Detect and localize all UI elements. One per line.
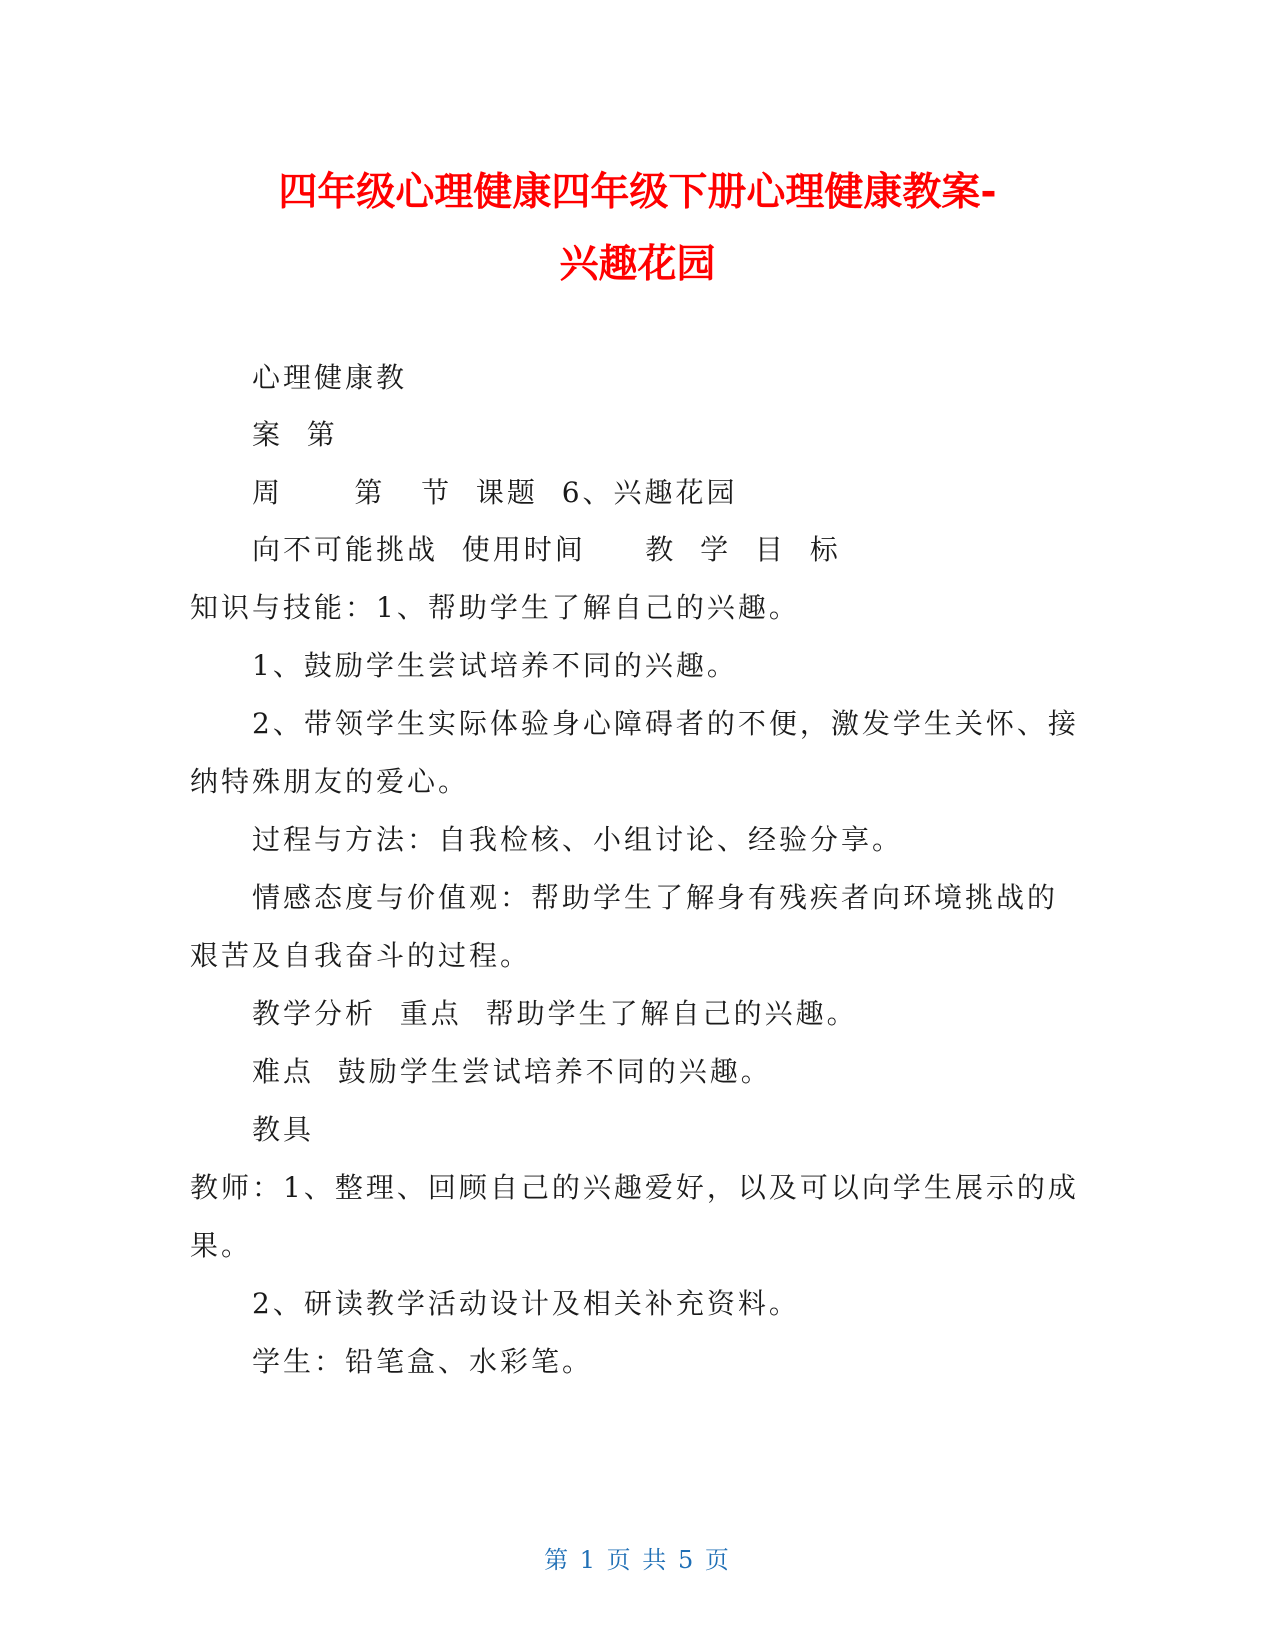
body-line: 1、鼓励学生尝试培养不同的兴趣。	[252, 649, 738, 682]
body-line: 教学分析 重点 帮助学生了解自己的兴趣。	[252, 997, 858, 1030]
body-line: 周 第 节 课题 6、兴趣花园	[252, 476, 738, 509]
body-line: 艰苦及自我奋斗的过程。	[190, 939, 532, 972]
body-line: 案 第	[252, 418, 338, 451]
page-number-footer: 第 1 页 共 5 页	[544, 1546, 731, 1574]
body-line: 向不可能挑战 使用时间 教 学 目 标	[252, 533, 841, 566]
document-title-line-2: 兴趣花园	[559, 242, 716, 287]
body-line: 心理健康教	[252, 361, 408, 394]
body-line: 难点 鼓励学生尝试培养不同的兴趣。	[252, 1055, 772, 1088]
body-line: 情感态度与价值观：帮助学生了解身有残疾者向环境挑战的	[252, 881, 1059, 914]
body-line: 过程与方法：自我检核、小组讨论、经验分享。	[252, 823, 904, 856]
body-line: 2、带领学生实际体验身心障碍者的不便，激发学生关怀、接	[252, 707, 1079, 740]
body-line: 知识与技能：1、帮助学生了解自己的兴趣。	[190, 591, 800, 624]
body-line: 2、研读教学活动设计及相关补充资料。	[252, 1287, 800, 1320]
document-title-line-1: 四年级心理健康四年级下册心理健康教案-	[278, 170, 997, 215]
body-line: 纳特殊朋友的爱心。	[190, 765, 470, 798]
body-line: 果。	[190, 1229, 253, 1262]
body-line: 教具	[252, 1113, 315, 1146]
body-line: 学生：铅笔盒、水彩笔。	[252, 1345, 594, 1378]
body-line: 教师：1、整理、回顾自己的兴趣爱好，以及可以向学生展示的成	[190, 1171, 1079, 1204]
